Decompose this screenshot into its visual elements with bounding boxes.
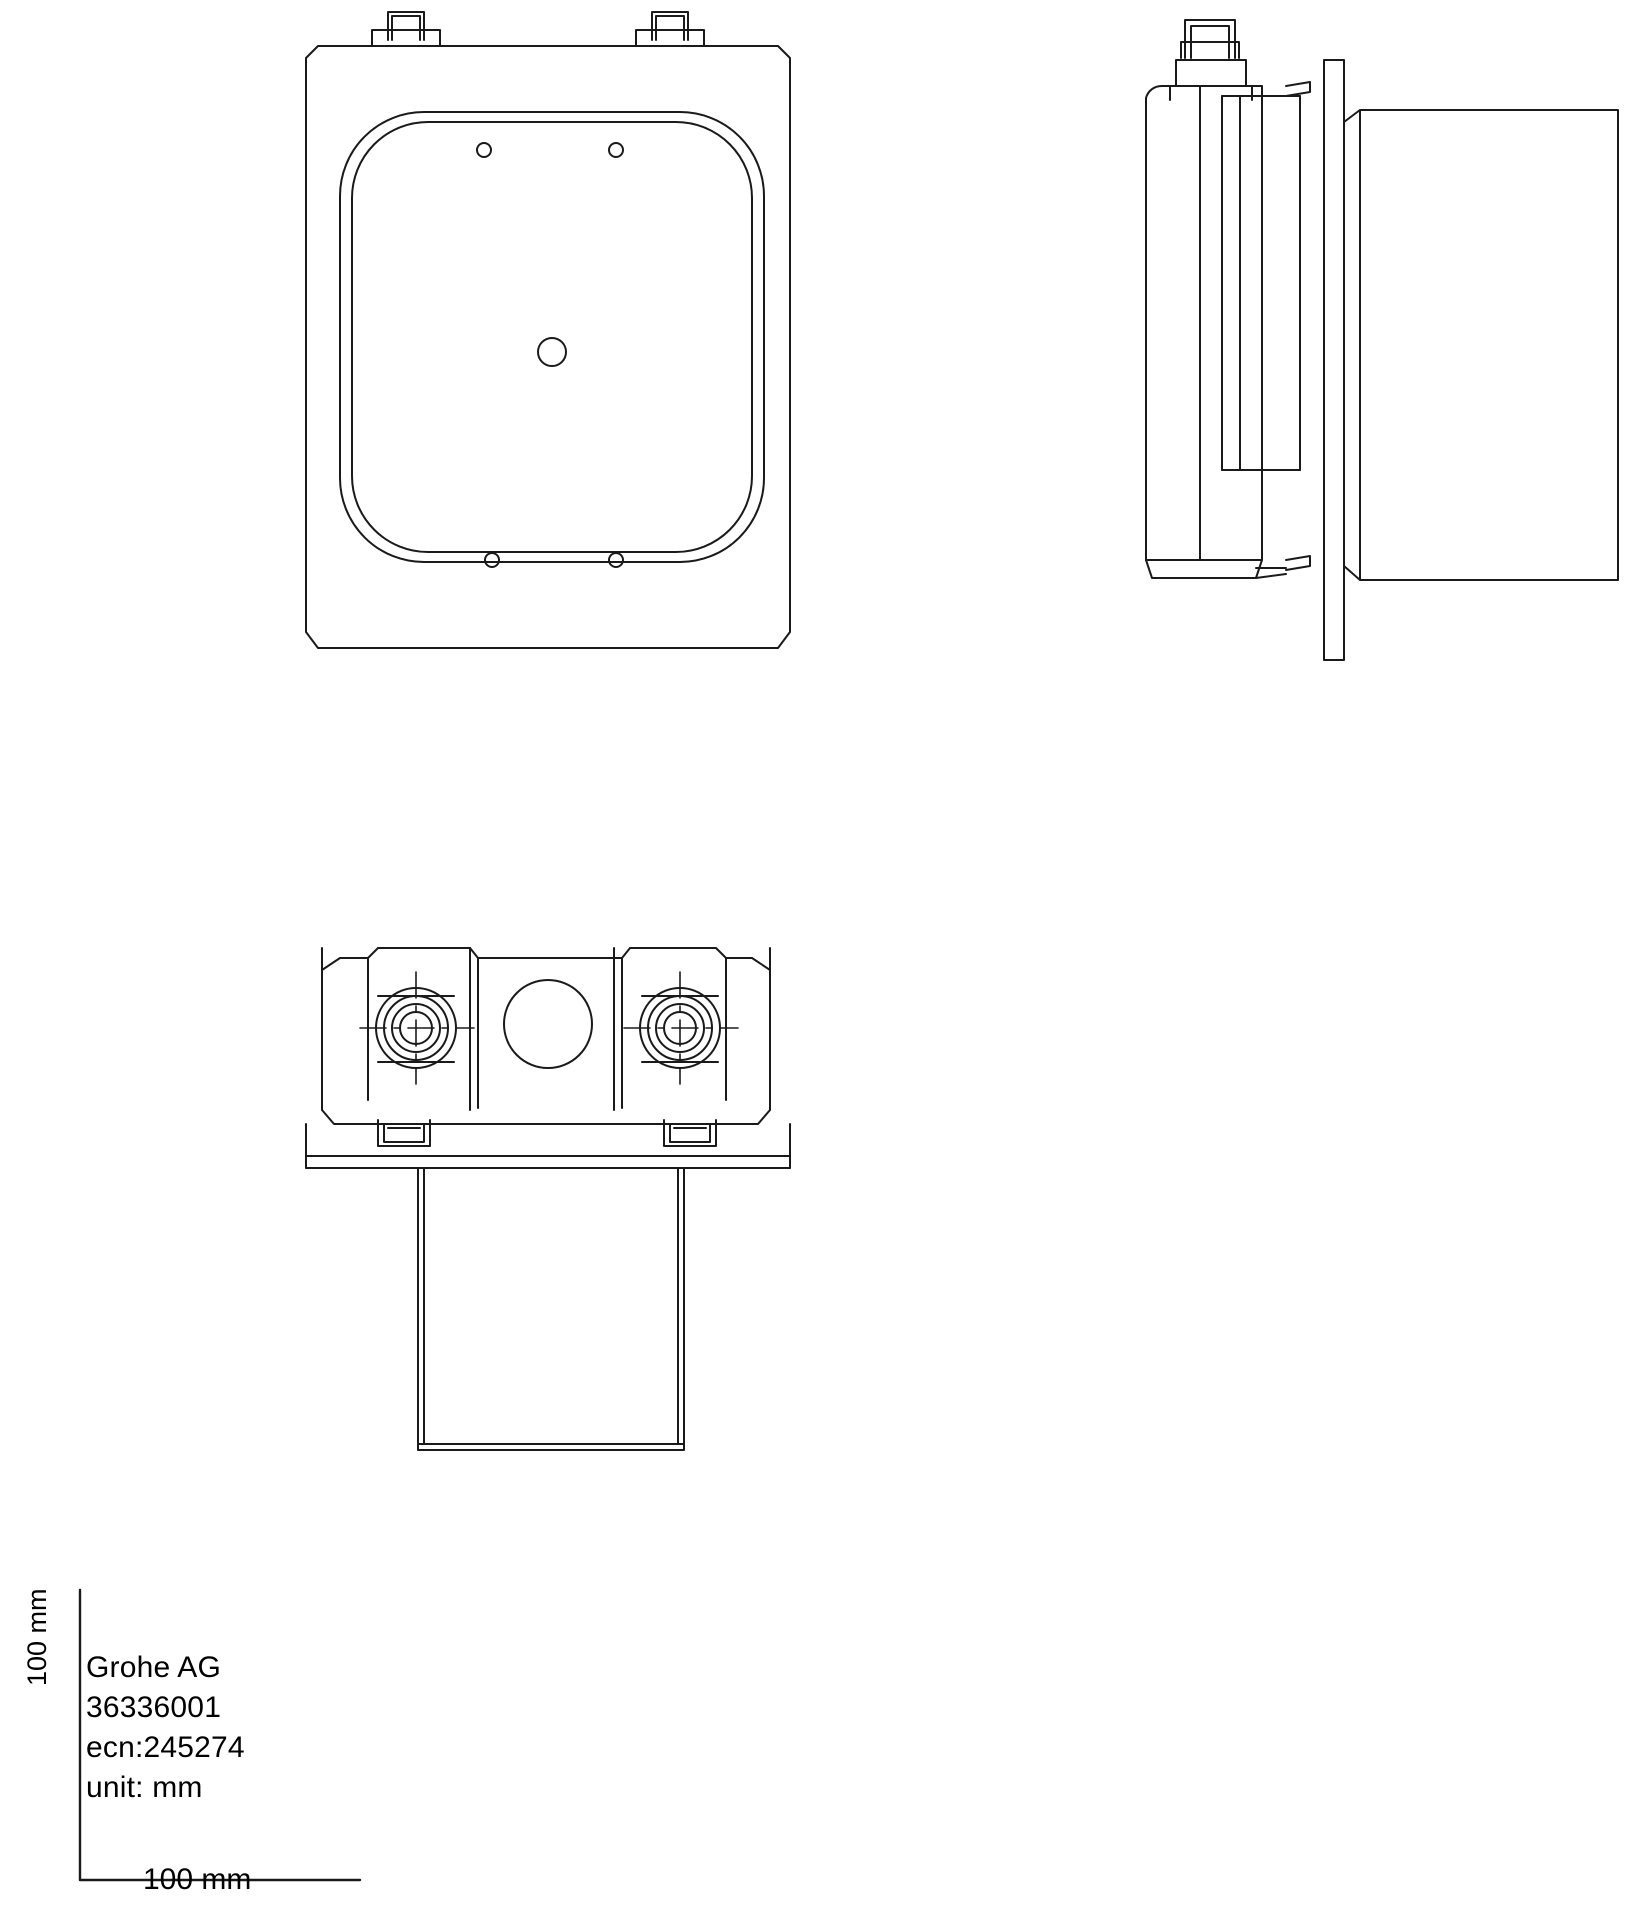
article-number-label: 36336001: [86, 1691, 222, 1724]
top-view-geometry: [306, 948, 790, 1450]
scale-bar-horizontal-label: 100 mm: [143, 1863, 252, 1896]
manufacturer-label: Grohe AG: [86, 1651, 222, 1684]
unit-label: unit: mm: [86, 1771, 203, 1804]
ecn-label: ecn:245274: [86, 1731, 245, 1764]
scale-bar-vertical-label: 100 mm: [22, 1588, 52, 1686]
title-block: [86, 1648, 506, 1808]
front-view-geometry: [306, 12, 790, 648]
side-view-geometry: [1146, 20, 1618, 660]
